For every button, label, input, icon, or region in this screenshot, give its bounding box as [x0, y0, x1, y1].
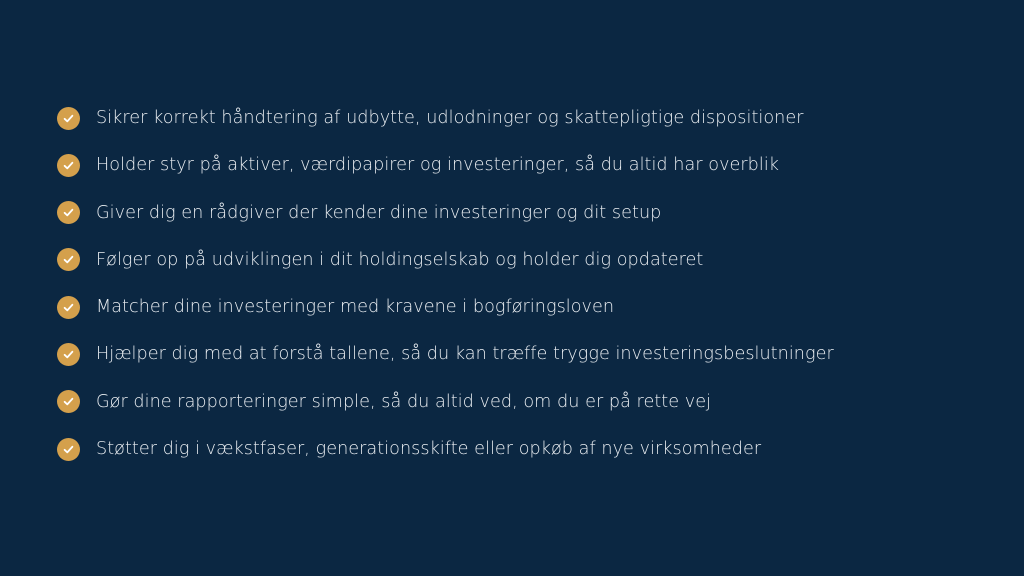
list-item	[57, 153, 834, 177]
list-item	[57, 248, 834, 272]
benefits-list	[57, 106, 834, 484]
check-circle-icon	[57, 201, 80, 224]
list-item	[57, 201, 834, 225]
check-circle-icon	[57, 154, 80, 177]
check-circle-icon	[57, 107, 80, 130]
list-item-label: Hjælper dig med at forstå tallene, så du kan træffe trygge investeringsbeslutninger	[96, 344, 834, 365]
list-item	[57, 106, 834, 130]
list-item	[57, 295, 834, 319]
check-circle-icon	[57, 438, 80, 461]
check-circle-icon	[57, 248, 80, 271]
check-circle-icon	[57, 390, 80, 413]
check-circle-icon	[57, 343, 80, 366]
list-item-label: Gør dine rapporteringer simple, så du altid ved, om du er på rette vej	[96, 391, 712, 412]
list-item-label: Sikrer korrekt håndtering af udbytte, udlodninger og skattepligtige dispositioner	[96, 108, 804, 128]
list-item-label: Giver dig en rådgiver der kender dine investeringer og dit setup	[96, 202, 662, 223]
list-item-label: Matcher dine investeringer med kravene i bogføringsloven	[96, 297, 615, 318]
list-item-label: Holder styr på aktiver, værdipapirer og investeringer, så du altid har overblik	[96, 155, 780, 176]
list-item-label: Følger op på udviklingen i dit holdingselskab og holder dig opdateret	[96, 249, 704, 270]
list-item	[57, 390, 834, 414]
list-item	[57, 437, 834, 461]
check-circle-icon	[57, 296, 80, 319]
list-item	[57, 342, 834, 366]
list-item-label: Støtter dig i vækstfaser, generationsskifte eller opkøb af nye virksomheder	[96, 439, 762, 460]
